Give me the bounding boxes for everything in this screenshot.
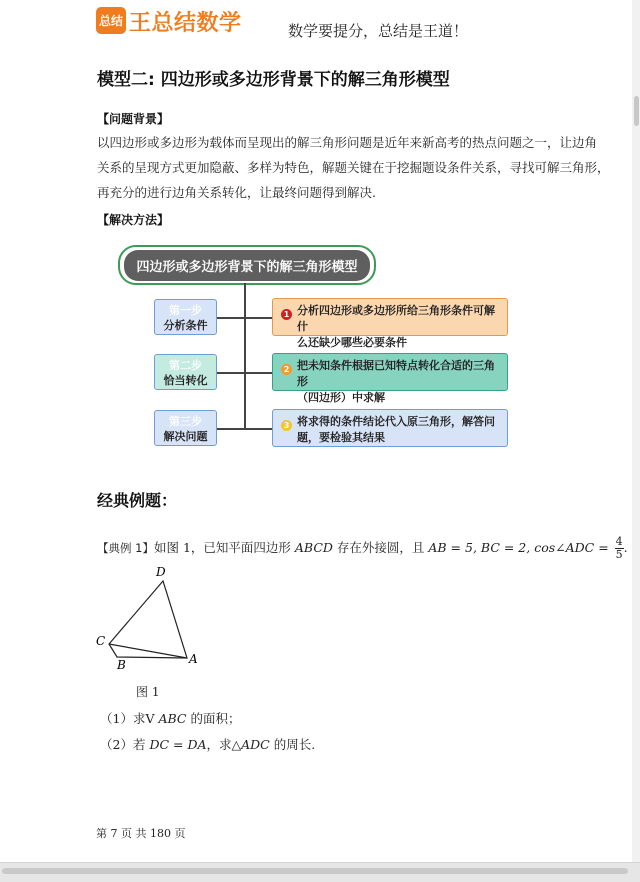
step-desc-3 bbox=[272, 409, 508, 447]
diagram-connector bbox=[217, 428, 272, 430]
fraction-denominator: 5 bbox=[615, 548, 623, 561]
question-text: ，求△ bbox=[206, 737, 242, 752]
triangle-name: ABC bbox=[158, 711, 187, 726]
given-equation: AB = 5, BC = 2, cos∠ADC = bbox=[428, 540, 609, 555]
example-1-statement bbox=[97, 536, 628, 561]
label-b: B bbox=[117, 658, 126, 672]
vertical-scroll-thumb[interactable] bbox=[634, 96, 639, 126]
desc-line: （四边形）中求解 bbox=[297, 391, 385, 404]
label-d: D bbox=[156, 565, 166, 579]
examples-heading: 经典例题： bbox=[97, 491, 178, 510]
fraction bbox=[615, 536, 624, 561]
example-text: 存在外接圆，且 bbox=[332, 540, 429, 555]
vertical-scrollbar[interactable] bbox=[632, 0, 640, 862]
step-number: 第一步 bbox=[169, 304, 202, 317]
diagram-title bbox=[118, 245, 376, 285]
quad-name: ABCD bbox=[294, 540, 333, 555]
question-text: （2）若 bbox=[100, 737, 150, 752]
question-1 bbox=[100, 709, 240, 727]
paragraph-line: 再充分的进行边角关系转化，让最终问题得到解决. bbox=[97, 185, 376, 200]
desc-line: 题，要检验其结果 bbox=[297, 431, 385, 444]
question-2 bbox=[100, 735, 315, 753]
method-heading: 【解决方法】 bbox=[97, 213, 170, 227]
step-number: 第二步 bbox=[169, 359, 202, 372]
diagram-connector bbox=[217, 317, 272, 319]
desc-line: 分析四边形或多边形所给三角形条件可解什 bbox=[297, 304, 495, 333]
step-marker: 3 bbox=[281, 420, 292, 431]
step-desc-2 bbox=[272, 353, 508, 404]
label-a: A bbox=[189, 652, 198, 666]
step-box-1 bbox=[154, 299, 217, 335]
step-label: 解决问题 bbox=[163, 430, 208, 443]
step-marker: 2 bbox=[281, 364, 292, 375]
desc-line: 么还缺少哪些必要条件 bbox=[297, 336, 407, 349]
horizontal-scroll-thumb[interactable] bbox=[2, 868, 628, 874]
triangle-name: ADC bbox=[241, 737, 270, 752]
background-paragraph bbox=[97, 130, 610, 205]
diagonal-ca bbox=[109, 644, 187, 658]
question-text: （1）求 bbox=[100, 711, 146, 726]
header-slogan: 数学要提分，总结是王道！ bbox=[288, 22, 469, 40]
example-end: . bbox=[623, 540, 628, 555]
question-text: 的周长. bbox=[269, 737, 316, 752]
diagram-connector bbox=[244, 283, 246, 429]
desc-line: 把未知条件根据已知特点转化合适的三角形 bbox=[297, 359, 495, 388]
step-label: 恰当转化 bbox=[163, 374, 208, 387]
example-tag: 【典例 1】 bbox=[97, 541, 154, 555]
diagram-title-text: 四边形或多边形背景下的解三角形模型 bbox=[124, 250, 369, 281]
step-label: 分析条件 bbox=[163, 319, 208, 332]
step-box-3 bbox=[154, 410, 217, 446]
page-title: 模型二: 四边形或多边形背景下的解三角形模型 bbox=[97, 70, 450, 90]
page-footer: 第 7 页 共 180 页 bbox=[96, 827, 186, 840]
condition: DC = DA bbox=[149, 737, 207, 752]
background-heading: 【问题背景】 bbox=[97, 112, 170, 126]
desc-line: 将求得的条件结论代入原三角形，解答问 bbox=[297, 415, 495, 428]
quadrilateral-figure bbox=[90, 562, 220, 677]
example-text: 如图 1，已知平面四边形 bbox=[153, 540, 295, 555]
paragraph-line: 关系的呈现方式更加隐蔽、多样为特色，解题关键在于挖掘题设条件关系，寻找可解三角形， bbox=[97, 160, 610, 175]
step-marker: 1 bbox=[281, 309, 292, 320]
step-desc-1 bbox=[272, 298, 508, 349]
paragraph-line: 以四边形或多边形为载体而呈现出的解三角形问题是近年来新高考的热点问题之一，让边角 bbox=[97, 135, 598, 150]
diagram-connector bbox=[217, 372, 272, 374]
label-c: C bbox=[96, 634, 106, 648]
figure-caption: 图 1 bbox=[136, 685, 160, 699]
fraction-numerator: 4 bbox=[615, 535, 623, 548]
logo-text: 王总结数学 bbox=[129, 11, 242, 36]
question-symbol: V bbox=[145, 711, 159, 726]
question-text: 的面积； bbox=[186, 711, 241, 726]
step-box-2 bbox=[154, 354, 217, 390]
logo-badge: 总结 bbox=[96, 7, 126, 34]
step-number: 第三步 bbox=[169, 415, 202, 428]
